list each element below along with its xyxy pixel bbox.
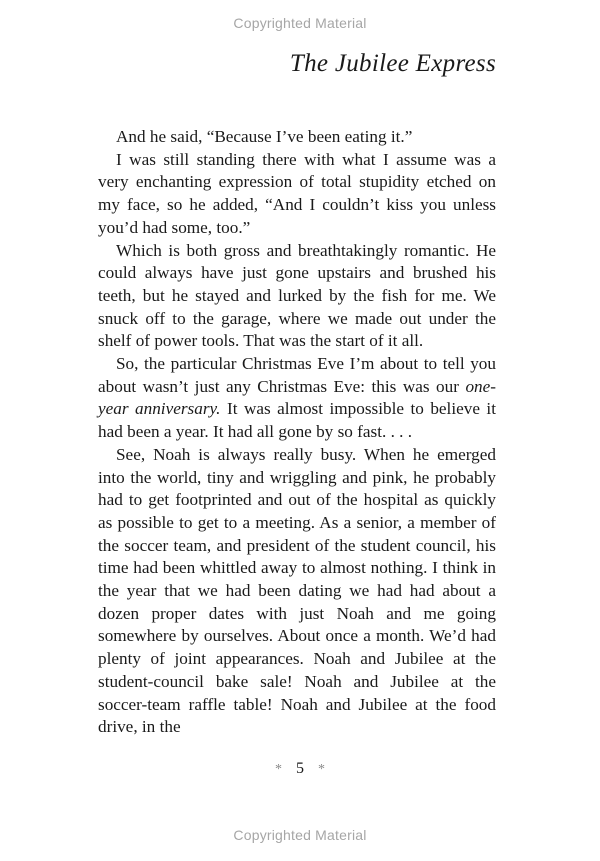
italic-text: one-year anniversary. <box>98 376 496 419</box>
paragraph <box>98 149 496 240</box>
paragraph-text: I was still standing there with what I assume was a very enchanting expression of total stupidity etched on my face, so he added, “And I couldn’t kiss you unless you’d had some, too.” <box>98 149 496 237</box>
page-folio <box>0 760 600 778</box>
page-number: 5 <box>296 760 304 777</box>
copyright-watermark-bottom: Copyrighted Material <box>233 827 367 843</box>
paragraph-text: It was almost impossible to believe it had been a year. It had all gone by so fast. . . . <box>98 399 496 442</box>
paragraph <box>98 126 496 149</box>
paragraph-text: So, the particular Christmas Eve I’m about to tell you about wasn’t just any Christmas Eve: this was our <box>98 354 496 396</box>
copyright-watermark-top: Copyrighted Material <box>233 15 367 31</box>
paragraph-text: See, Noah is always really busy. When he emerged into the world, tiny and wriggling and pink, he probably had to get footprinted and out of the hospital as quickly as possible to get to a meeting. As a senior, a member of the soccer team, and president of the student council, his time had been whittled away to almost nothing. I think in the year that we had been dating we had had about a dozen proper dates with just Noah and me going somewhere by ourselves. About once a month. We’d had plenty of joint appearances. Noah and Jubilee at the student-council bake sale! Noah and Jubilee at the soccer-team raffle table! Noah and Jubilee at the food drive, in the <box>98 444 496 737</box>
paragraph-text: Which is both gross and breathtakingly romantic. He could always have just gone upstairs and brushed his teeth, but he stayed and lurked by the fish for me. We snuck off to the garage, where we made out under the shelf of power tools. That was the start of it all. <box>98 240 496 351</box>
running-head-title: The Jubilee Express <box>289 50 496 77</box>
paragraph <box>98 353 496 444</box>
body-text <box>98 126 496 739</box>
paragraph-text: And he said, “Because I’ve been eating it.” <box>116 127 413 146</box>
ornament-star-right: * <box>318 762 325 777</box>
paragraph <box>98 240 496 354</box>
paragraph <box>98 444 496 739</box>
ornament-star-left: * <box>275 762 282 777</box>
